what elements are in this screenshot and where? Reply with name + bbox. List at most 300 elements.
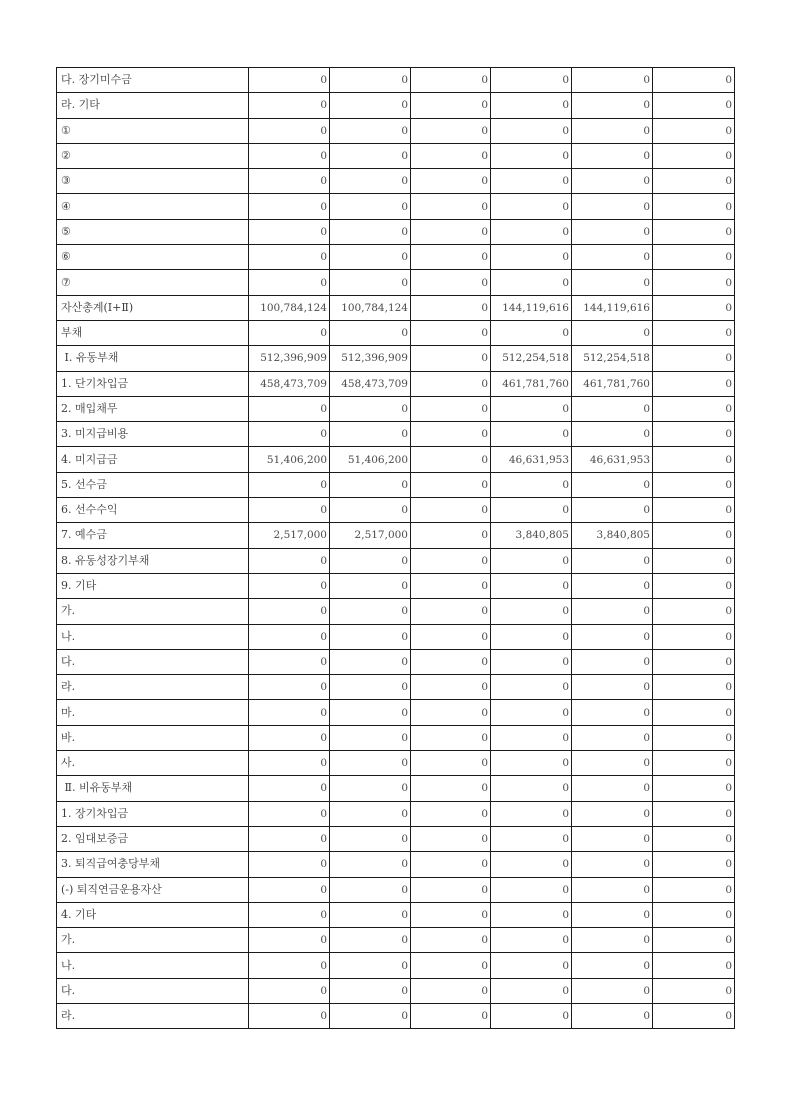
value-cell-col-5: 0 [572, 624, 653, 649]
value-cell-col-5: 0 [572, 68, 653, 93]
value-cell-col-4: 0 [491, 928, 572, 953]
value-cell-col-2: 0 [330, 498, 411, 523]
value-cell-col-4: 0 [491, 1003, 572, 1028]
value-cell-col-6: 0 [653, 700, 735, 725]
value-cell-col-5: 0 [572, 599, 653, 624]
value-cell-col-1: 0 [249, 852, 330, 877]
value-cell-col-3: 0 [411, 852, 491, 877]
value-cell-col-6: 0 [653, 649, 735, 674]
value-cell-col-4: 0 [491, 498, 572, 523]
value-cell-col-4: 0 [491, 953, 572, 978]
table-row [57, 852, 735, 877]
table-body [57, 68, 735, 1029]
table-row [57, 751, 735, 776]
value-cell-col-3: 0 [411, 346, 491, 371]
value-cell-col-4: 0 [491, 599, 572, 624]
row-label: ⑦ [57, 270, 249, 295]
row-label: 3. 미지급비용 [57, 422, 249, 447]
value-cell-col-1: 0 [249, 902, 330, 927]
value-cell-col-3: 0 [411, 219, 491, 244]
row-label: 다. 장기미수금 [57, 68, 249, 93]
value-cell-col-3: 0 [411, 245, 491, 270]
row-label: ⑥ [57, 245, 249, 270]
value-cell-col-6: 0 [653, 953, 735, 978]
value-cell-col-1: 0 [249, 93, 330, 118]
value-cell-col-5: 0 [572, 902, 653, 927]
value-cell-col-3: 0 [411, 472, 491, 497]
table-row [57, 498, 735, 523]
value-cell-col-1: 0 [249, 1003, 330, 1028]
value-cell-col-6: 0 [653, 498, 735, 523]
value-cell-col-6: 0 [653, 826, 735, 851]
value-cell-col-6: 0 [653, 245, 735, 270]
value-cell-col-1: 0 [249, 877, 330, 902]
value-cell-col-6: 0 [653, 978, 735, 1003]
value-cell-col-3: 0 [411, 295, 491, 320]
value-cell-col-2: 0 [330, 599, 411, 624]
table-row [57, 447, 735, 472]
value-cell-col-2: 0 [330, 624, 411, 649]
table-row [57, 422, 735, 447]
value-cell-col-4: 0 [491, 118, 572, 143]
value-cell-col-2: 458,473,709 [330, 371, 411, 396]
balance-sheet-table [56, 67, 735, 1029]
value-cell-col-5: 3,840,805 [572, 523, 653, 548]
table-row [57, 624, 735, 649]
value-cell-col-3: 0 [411, 649, 491, 674]
value-cell-col-1: 0 [249, 928, 330, 953]
value-cell-col-4: 0 [491, 725, 572, 750]
value-cell-col-4: 144,119,616 [491, 295, 572, 320]
value-cell-col-1: 0 [249, 826, 330, 851]
value-cell-col-5: 0 [572, 169, 653, 194]
value-cell-col-3: 0 [411, 725, 491, 750]
value-cell-col-4: 0 [491, 978, 572, 1003]
value-cell-col-5: 0 [572, 396, 653, 421]
value-cell-col-3: 0 [411, 978, 491, 1003]
value-cell-col-2: 0 [330, 751, 411, 776]
table-row [57, 978, 735, 1003]
value-cell-col-2: 0 [330, 194, 411, 219]
value-cell-col-5: 0 [572, 573, 653, 598]
value-cell-col-6: 0 [653, 219, 735, 244]
value-cell-col-2: 0 [330, 143, 411, 168]
table-row [57, 320, 735, 345]
row-label: 나. [57, 953, 249, 978]
value-cell-col-6: 0 [653, 902, 735, 927]
row-label: 부채 [57, 320, 249, 345]
value-cell-col-6: 0 [653, 320, 735, 345]
table-row [57, 776, 735, 801]
value-cell-col-5: 46,631,953 [572, 447, 653, 472]
value-cell-col-6: 0 [653, 1003, 735, 1028]
row-label: 마. [57, 700, 249, 725]
value-cell-col-1: 0 [249, 320, 330, 345]
value-cell-col-3: 0 [411, 118, 491, 143]
value-cell-col-2: 0 [330, 902, 411, 927]
value-cell-col-6: 0 [653, 422, 735, 447]
value-cell-col-6: 0 [653, 725, 735, 750]
value-cell-col-3: 0 [411, 1003, 491, 1028]
value-cell-col-5: 144,119,616 [572, 295, 653, 320]
row-label: ④ [57, 194, 249, 219]
value-cell-col-6: 0 [653, 270, 735, 295]
value-cell-col-6: 0 [653, 852, 735, 877]
value-cell-col-5: 0 [572, 826, 653, 851]
value-cell-col-5: 461,781,760 [572, 371, 653, 396]
value-cell-col-3: 0 [411, 928, 491, 953]
value-cell-col-2: 0 [330, 396, 411, 421]
value-cell-col-3: 0 [411, 776, 491, 801]
value-cell-col-4: 461,781,760 [491, 371, 572, 396]
value-cell-col-5: 0 [572, 725, 653, 750]
table-row [57, 826, 735, 851]
value-cell-col-3: 0 [411, 93, 491, 118]
value-cell-col-5: 0 [572, 751, 653, 776]
value-cell-col-2: 0 [330, 725, 411, 750]
value-cell-col-4: 0 [491, 320, 572, 345]
row-label: 2. 매입채무 [57, 396, 249, 421]
table-row [57, 270, 735, 295]
value-cell-col-3: 0 [411, 751, 491, 776]
value-cell-col-2: 0 [330, 169, 411, 194]
value-cell-col-2: 0 [330, 852, 411, 877]
value-cell-col-4: 0 [491, 776, 572, 801]
value-cell-col-3: 0 [411, 826, 491, 851]
row-label: 7. 예수금 [57, 523, 249, 548]
value-cell-col-4: 0 [491, 902, 572, 927]
value-cell-col-4: 0 [491, 194, 572, 219]
value-cell-col-5: 0 [572, 93, 653, 118]
table-row [57, 523, 735, 548]
value-cell-col-5: 0 [572, 143, 653, 168]
table-row [57, 649, 735, 674]
value-cell-col-4: 0 [491, 826, 572, 851]
value-cell-col-1: 0 [249, 751, 330, 776]
row-label: 다. [57, 978, 249, 1003]
value-cell-col-5: 0 [572, 498, 653, 523]
value-cell-col-3: 0 [411, 396, 491, 421]
value-cell-col-4: 0 [491, 548, 572, 573]
row-label: Ⅱ. 비유동부채 [57, 776, 249, 801]
row-label: 라. [57, 1003, 249, 1028]
value-cell-col-5: 0 [572, 928, 653, 953]
value-cell-col-6: 0 [653, 573, 735, 598]
value-cell-col-1: 2,517,000 [249, 523, 330, 548]
value-cell-col-5: 0 [572, 801, 653, 826]
table-row [57, 93, 735, 118]
value-cell-col-6: 0 [653, 624, 735, 649]
row-label: ③ [57, 169, 249, 194]
value-cell-col-5: 0 [572, 953, 653, 978]
table-row [57, 371, 735, 396]
value-cell-col-3: 0 [411, 548, 491, 573]
value-cell-col-5: 0 [572, 118, 653, 143]
value-cell-col-5: 0 [572, 978, 653, 1003]
value-cell-col-3: 0 [411, 877, 491, 902]
table-row [57, 599, 735, 624]
value-cell-col-6: 0 [653, 346, 735, 371]
value-cell-col-5: 0 [572, 852, 653, 877]
value-cell-col-3: 0 [411, 953, 491, 978]
value-cell-col-1: 0 [249, 649, 330, 674]
value-cell-col-4: 0 [491, 143, 572, 168]
value-cell-col-2: 2,517,000 [330, 523, 411, 548]
value-cell-col-2: 0 [330, 1003, 411, 1028]
value-cell-col-2: 0 [330, 826, 411, 851]
value-cell-col-5: 0 [572, 548, 653, 573]
value-cell-col-4: 0 [491, 700, 572, 725]
value-cell-col-4: 0 [491, 649, 572, 674]
value-cell-col-4: 3,840,805 [491, 523, 572, 548]
row-label: 가. [57, 599, 249, 624]
value-cell-col-6: 0 [653, 143, 735, 168]
table-row [57, 953, 735, 978]
row-label: 1. 단기차입금 [57, 371, 249, 396]
value-cell-col-3: 0 [411, 573, 491, 598]
value-cell-col-1: 0 [249, 573, 330, 598]
value-cell-col-3: 0 [411, 169, 491, 194]
value-cell-col-4: 0 [491, 675, 572, 700]
value-cell-col-6: 0 [653, 877, 735, 902]
row-label: 바. [57, 725, 249, 750]
value-cell-col-5: 0 [572, 1003, 653, 1028]
value-cell-col-6: 0 [653, 776, 735, 801]
value-cell-col-6: 0 [653, 194, 735, 219]
table-row [57, 118, 735, 143]
value-cell-col-1: 0 [249, 675, 330, 700]
value-cell-col-4: 0 [491, 93, 572, 118]
value-cell-col-5: 0 [572, 649, 653, 674]
row-label: ② [57, 143, 249, 168]
value-cell-col-5: 0 [572, 675, 653, 700]
value-cell-col-6: 0 [653, 548, 735, 573]
value-cell-col-1: 0 [249, 953, 330, 978]
value-cell-col-1: 0 [249, 472, 330, 497]
row-label: 자산총계(Ⅰ+Ⅱ) [57, 295, 249, 320]
value-cell-col-3: 0 [411, 143, 491, 168]
value-cell-col-6: 0 [653, 118, 735, 143]
value-cell-col-1: 0 [249, 725, 330, 750]
row-label: 라. 기타 [57, 93, 249, 118]
row-label: 사. [57, 751, 249, 776]
value-cell-col-4: 512,254,518 [491, 346, 572, 371]
value-cell-col-1: 0 [249, 548, 330, 573]
value-cell-col-5: 0 [572, 877, 653, 902]
value-cell-col-3: 0 [411, 194, 491, 219]
value-cell-col-4: 0 [491, 852, 572, 877]
value-cell-col-1: 0 [249, 801, 330, 826]
row-label: ① [57, 118, 249, 143]
value-cell-col-1: 51,406,200 [249, 447, 330, 472]
value-cell-col-3: 0 [411, 902, 491, 927]
row-label: Ⅰ. 유동부채 [57, 346, 249, 371]
value-cell-col-1: 0 [249, 68, 330, 93]
value-cell-col-2: 0 [330, 649, 411, 674]
table-row [57, 801, 735, 826]
table-row [57, 877, 735, 902]
value-cell-col-4: 0 [491, 573, 572, 598]
value-cell-col-4: 0 [491, 270, 572, 295]
value-cell-col-4: 0 [491, 801, 572, 826]
row-label: 6. 선수수익 [57, 498, 249, 523]
value-cell-col-1: 0 [249, 624, 330, 649]
value-cell-col-5: 0 [572, 472, 653, 497]
row-label: ⑤ [57, 219, 249, 244]
value-cell-col-5: 0 [572, 320, 653, 345]
value-cell-col-1: 0 [249, 143, 330, 168]
value-cell-col-5: 512,254,518 [572, 346, 653, 371]
value-cell-col-3: 0 [411, 270, 491, 295]
value-cell-col-2: 0 [330, 68, 411, 93]
value-cell-col-6: 0 [653, 472, 735, 497]
value-cell-col-1: 0 [249, 700, 330, 725]
value-cell-col-2: 0 [330, 675, 411, 700]
value-cell-col-2: 0 [330, 801, 411, 826]
value-cell-col-6: 0 [653, 801, 735, 826]
value-cell-col-1: 0 [249, 194, 330, 219]
table-row [57, 902, 735, 927]
row-label: 가. [57, 928, 249, 953]
value-cell-col-1: 512,396,909 [249, 346, 330, 371]
value-cell-col-2: 0 [330, 93, 411, 118]
row-label: (-) 퇴직연금운용자산 [57, 877, 249, 902]
value-cell-col-6: 0 [653, 447, 735, 472]
value-cell-col-1: 0 [249, 118, 330, 143]
value-cell-col-3: 0 [411, 624, 491, 649]
value-cell-col-4: 0 [491, 169, 572, 194]
value-cell-col-6: 0 [653, 371, 735, 396]
table-row [57, 245, 735, 270]
table-row [57, 548, 735, 573]
value-cell-col-5: 0 [572, 422, 653, 447]
value-cell-col-3: 0 [411, 498, 491, 523]
value-cell-col-2: 0 [330, 877, 411, 902]
value-cell-col-1: 0 [249, 776, 330, 801]
value-cell-col-4: 0 [491, 472, 572, 497]
value-cell-col-5: 0 [572, 776, 653, 801]
value-cell-col-5: 0 [572, 270, 653, 295]
value-cell-col-1: 0 [249, 219, 330, 244]
value-cell-col-6: 0 [653, 169, 735, 194]
value-cell-col-2: 100,784,124 [330, 295, 411, 320]
value-cell-col-2: 0 [330, 422, 411, 447]
value-cell-col-3: 0 [411, 700, 491, 725]
table-row [57, 346, 735, 371]
value-cell-col-2: 0 [330, 118, 411, 143]
table-row [57, 143, 735, 168]
value-cell-col-6: 0 [653, 599, 735, 624]
value-cell-col-4: 0 [491, 624, 572, 649]
value-cell-col-3: 0 [411, 320, 491, 345]
value-cell-col-4: 0 [491, 751, 572, 776]
value-cell-col-3: 0 [411, 422, 491, 447]
value-cell-col-2: 512,396,909 [330, 346, 411, 371]
value-cell-col-4: 0 [491, 219, 572, 244]
value-cell-col-1: 0 [249, 169, 330, 194]
table-row [57, 675, 735, 700]
value-cell-col-6: 0 [653, 751, 735, 776]
value-cell-col-4: 0 [491, 245, 572, 270]
row-label: 2. 임대보증금 [57, 826, 249, 851]
value-cell-col-5: 0 [572, 219, 653, 244]
table-row [57, 725, 735, 750]
value-cell-col-6: 0 [653, 93, 735, 118]
value-cell-col-2: 51,406,200 [330, 447, 411, 472]
row-label: 5. 선수금 [57, 472, 249, 497]
row-label: 4. 기타 [57, 902, 249, 927]
table-row [57, 396, 735, 421]
value-cell-col-2: 0 [330, 953, 411, 978]
value-cell-col-3: 0 [411, 68, 491, 93]
table-row [57, 169, 735, 194]
table-row [57, 1003, 735, 1028]
value-cell-col-3: 0 [411, 523, 491, 548]
value-cell-col-1: 0 [249, 498, 330, 523]
value-cell-col-4: 0 [491, 877, 572, 902]
value-cell-col-1: 0 [249, 396, 330, 421]
value-cell-col-4: 0 [491, 68, 572, 93]
value-cell-col-5: 0 [572, 194, 653, 219]
row-label: 8. 유동성장기부채 [57, 548, 249, 573]
value-cell-col-1: 100,784,124 [249, 295, 330, 320]
row-label: 나. [57, 624, 249, 649]
table-row [57, 295, 735, 320]
value-cell-col-2: 0 [330, 700, 411, 725]
table-row [57, 928, 735, 953]
table-row [57, 219, 735, 244]
row-label: 다. [57, 649, 249, 674]
table-row [57, 194, 735, 219]
row-label: 1. 장기차입금 [57, 801, 249, 826]
value-cell-col-3: 0 [411, 447, 491, 472]
table-row [57, 472, 735, 497]
value-cell-col-3: 0 [411, 801, 491, 826]
value-cell-col-6: 0 [653, 523, 735, 548]
value-cell-col-6: 0 [653, 295, 735, 320]
value-cell-col-2: 0 [330, 548, 411, 573]
value-cell-col-4: 0 [491, 396, 572, 421]
value-cell-col-1: 458,473,709 [249, 371, 330, 396]
value-cell-col-2: 0 [330, 245, 411, 270]
value-cell-col-1: 0 [249, 270, 330, 295]
value-cell-col-2: 0 [330, 928, 411, 953]
value-cell-col-4: 46,631,953 [491, 447, 572, 472]
table-row [57, 573, 735, 598]
value-cell-col-1: 0 [249, 599, 330, 624]
value-cell-col-6: 0 [653, 675, 735, 700]
value-cell-col-2: 0 [330, 573, 411, 598]
value-cell-col-2: 0 [330, 978, 411, 1003]
value-cell-col-4: 0 [491, 422, 572, 447]
value-cell-col-2: 0 [330, 776, 411, 801]
table-row [57, 68, 735, 93]
value-cell-col-5: 0 [572, 245, 653, 270]
value-cell-col-2: 0 [330, 270, 411, 295]
value-cell-col-6: 0 [653, 396, 735, 421]
row-label: 4. 미지급금 [57, 447, 249, 472]
table-row [57, 700, 735, 725]
row-label: 라. [57, 675, 249, 700]
value-cell-col-1: 0 [249, 245, 330, 270]
row-label: 9. 기타 [57, 573, 249, 598]
value-cell-col-3: 0 [411, 371, 491, 396]
value-cell-col-5: 0 [572, 700, 653, 725]
value-cell-col-1: 0 [249, 978, 330, 1003]
value-cell-col-3: 0 [411, 675, 491, 700]
value-cell-col-6: 0 [653, 68, 735, 93]
value-cell-col-1: 0 [249, 422, 330, 447]
